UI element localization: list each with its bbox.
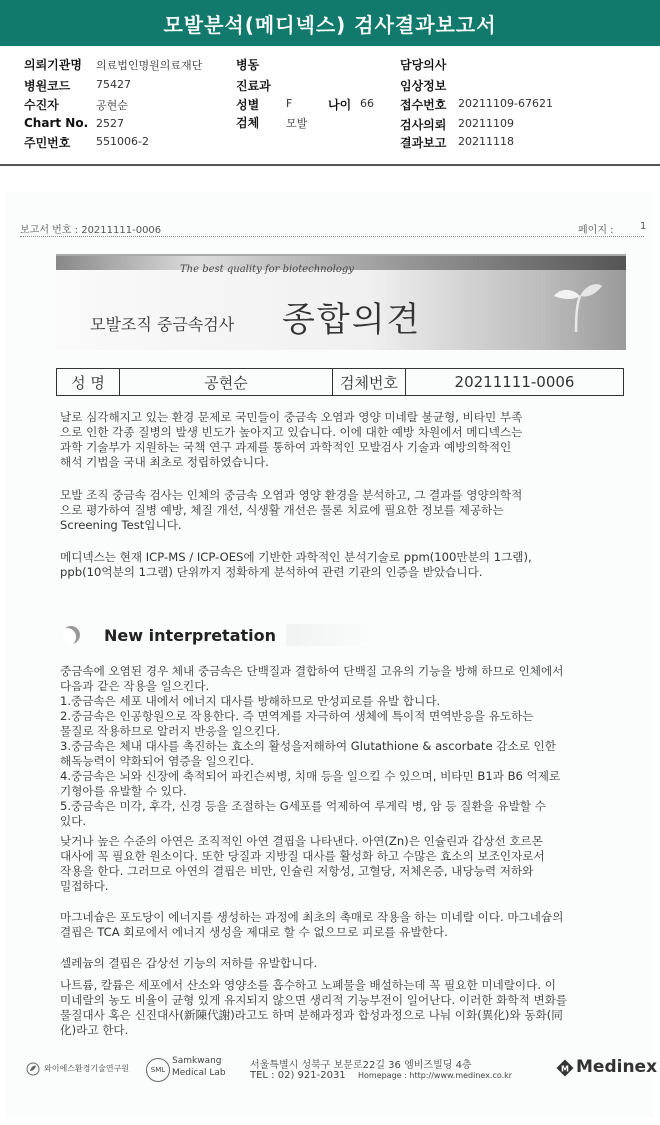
banner — [56, 254, 626, 350]
request-value: 20211109 — [458, 117, 514, 130]
banner-heading: 종합의견 — [282, 300, 422, 340]
dept-label: 진료과 — [236, 79, 271, 93]
chart-value: 2527 — [96, 117, 124, 130]
medinex-logo-icon — [556, 1059, 574, 1077]
divider — [20, 236, 644, 237]
footer — [6, 1050, 658, 1090]
address: 서울특별시 성북구 보문로22길 36 엠비즈빌딩 4층 — [250, 1060, 472, 1071]
sml-logo-text: SML — [150, 1066, 166, 1074]
org-1-name: 와이에스환경기술연구원 — [44, 1064, 130, 1073]
interpretation-zinc: 낮거나 높은 수준의 아연은 조직적인 아연 결핍을 나타낸다. 아연(Zn)은 인슐린과 갑상선 호르몬 대사에 꼭 필요한 원소이다. 또한 당질과 지방질 대사를 활성화 하고 수많은 효소의 보조인자로서 작용을 한다. 그러므로 아연의 결핍은 비만, 인슐린 저항성, 고혈당, 저체온증, 내당능력 저하와 밀접하다. — [60, 834, 545, 893]
intro-paragraph-1: 날로 심각해지고 있는 환경 문제로 국민들이 중금속 오염과 영양 미네랄 불균형, 비타민 부족 으로 인한 각종 질병의 발생 빈도가 높아지고 있습니다. 이에 대한 예방 차원에서 메디넥스는 과학 기술부가 지원하는 국책 연구 과제를 통하여 과학적인 모발검사 기술과 예방의학적인 해석 기법을 국내 최초로 정립하였습니다. — [60, 410, 523, 469]
age-label: 나이 — [328, 98, 352, 112]
accession-value: 20211109-67621 — [458, 97, 553, 110]
accession-label: 접수번호 — [400, 98, 447, 112]
hospital-code-value: 75427 — [96, 78, 131, 91]
patient-label: 수진자 — [24, 98, 59, 112]
heading-fade — [286, 624, 376, 646]
clinical-label: 임상정보 — [400, 79, 447, 93]
medinex-brand: Medinex — [576, 1057, 658, 1077]
specimen-value: 모발 — [286, 117, 308, 130]
age-value: 66 — [360, 97, 374, 110]
sample-value: 20211111-0006 — [454, 373, 575, 391]
request-label: 검사의뢰 — [400, 118, 447, 132]
org-2-line-1: Samkwang — [172, 1056, 222, 1066]
homepage: Homepage : http://www.medinex.co.kr — [358, 1071, 513, 1080]
org-2-line-2: Medical Lab — [172, 1068, 226, 1078]
hospital-code-label: 병원코드 — [24, 79, 71, 93]
interpretation-magnesium: 마그네슘은 포도당이 에너지를 생성하는 과정에 최초의 촉매로 작용을 하는 미네랄 이다. 마그네슘의 결핍은 TCA 회로에서 에너지 생성을 제대로 할 수 없으므로 피로를 유발한다. — [60, 910, 564, 939]
new-interpretation-title: New interpretation — [104, 625, 277, 645]
report-date-value: 20211118 — [458, 135, 514, 148]
name-label: 성 명 — [57, 369, 120, 395]
banner-subtitle: 모발조직 중금속검사 — [90, 315, 235, 334]
leaf-logo-icon — [26, 1062, 40, 1076]
sex-value: F — [286, 97, 293, 110]
institution-label: 의뢰기관명 — [24, 58, 82, 72]
report-number: 보고서 번호 : 20211111-0006 — [20, 225, 162, 236]
institution-value: 의료법인명원의료재단 — [96, 59, 203, 72]
intro-paragraph-3: 메디넥스는 현재 ICP-MS / ICP-OES에 기반한 과학적인 분석기술로 ppm(100만분의 1그램), ppb(10억분의 1그램) 단위까지 정확하게 분석하여 관련 기관의 인증을 받았습니다. — [60, 550, 532, 579]
patient-id-table — [56, 368, 624, 396]
telephone: TEL : 02) 921-2031 — [250, 1070, 346, 1081]
moon-icon — [62, 626, 80, 644]
report-header — [0, 52, 660, 166]
sprout-icon — [546, 274, 606, 334]
rrn-value: 551006-2 — [96, 135, 149, 148]
report-date-label: 결과보고 — [400, 136, 447, 150]
interpretation-heavy-metals: 중금속에 오염된 경우 체내 중금속은 단백질과 결합하여 단백질 고유의 기능을 방해 하므로 인체에서 다음과 같은 작용을 일으킨다. 1.중금속은 세포 내에서 에너지 대사를 방해하므로 만성피로를 유발 합니다. 2.중금속은 인공항원으로 작용한다. 즉 면역계를 자극하여 생체에 특이적 면역반응을 유도하는 물질로 작용하므로 알러지 반응을 일으킨다. 3.중금속은 체내 대사를 촉진하는 효소의 활성을저해하여 Glutathione & ascorbate 감소로 인한 해독능력이 약화되어 염증을 일으킨다. 4.중금속은 뇌와 신장에 축적되어 파킨슨씨병, 치매 등을 일으킬 수 있으며, 비타민 B1과 B6 억제로 기형아를 유발할 수 있다. 5.중금속은 미각, 후각, 신경 등을 조절하는 G세포를 억제하여 루게릭 병, 암 등 질환을 유발할 수 있다. — [60, 664, 564, 828]
chart-label: Chart No. — [24, 116, 89, 130]
svg-text:M: M — [561, 1064, 569, 1074]
scanned-report-page — [6, 192, 658, 1117]
page-number: 1 — [640, 221, 647, 232]
sml-logo-icon — [146, 1058, 170, 1082]
ward-label: 병동 — [236, 58, 260, 72]
sample-label: 검체번호 — [333, 369, 406, 395]
banner-tagline: The best quality for biotechnology — [180, 264, 354, 275]
patient-value: 공현순 — [96, 99, 128, 112]
interpretation-selenium: 셀레늄의 결핍은 갑상선 기능의 저하를 유발합니다. — [60, 956, 318, 970]
specimen-label: 검체 — [236, 116, 260, 130]
name-value: 공현순 — [120, 369, 333, 395]
new-interpretation-heading — [62, 624, 376, 646]
report-title: 모발분석(메디넥스) 검사결과보고서 — [0, 0, 660, 46]
intro-paragraph-2: 모발 조직 중금속 검사는 인체의 중금속 오염과 영양 환경을 분석하고, 그 결과를 영양의학적 으로 평가하여 질병 예방, 체질 개선, 식생활 개선은 물론 치료에 필요한 정보를 제공하는 Screening Test입니다. — [60, 488, 523, 532]
page-label: 페이지 : — [578, 225, 614, 236]
interpretation-sodium-potassium: 나트륨, 칼륨은 세포에서 산소와 영양소를 흡수하고 노폐물을 배설하는데 꼭 필요한 미네랄이다. 이 미네랄의 농도 비율이 균형 있게 유지되지 않으면 생리적 기능부전이 일어난다. 이러한 화학적 변화를 물질대사 혹은 신진대사(新陳代謝)라고도 하며 분해과정과 합성과정으로 나눠 이화(異化)와 동화(同 化)라고 한다. — [60, 978, 568, 1037]
doctor-label: 담당의사 — [400, 58, 447, 72]
sex-label: 성별 — [236, 98, 260, 112]
rrn-label: 주민번호 — [24, 136, 71, 150]
